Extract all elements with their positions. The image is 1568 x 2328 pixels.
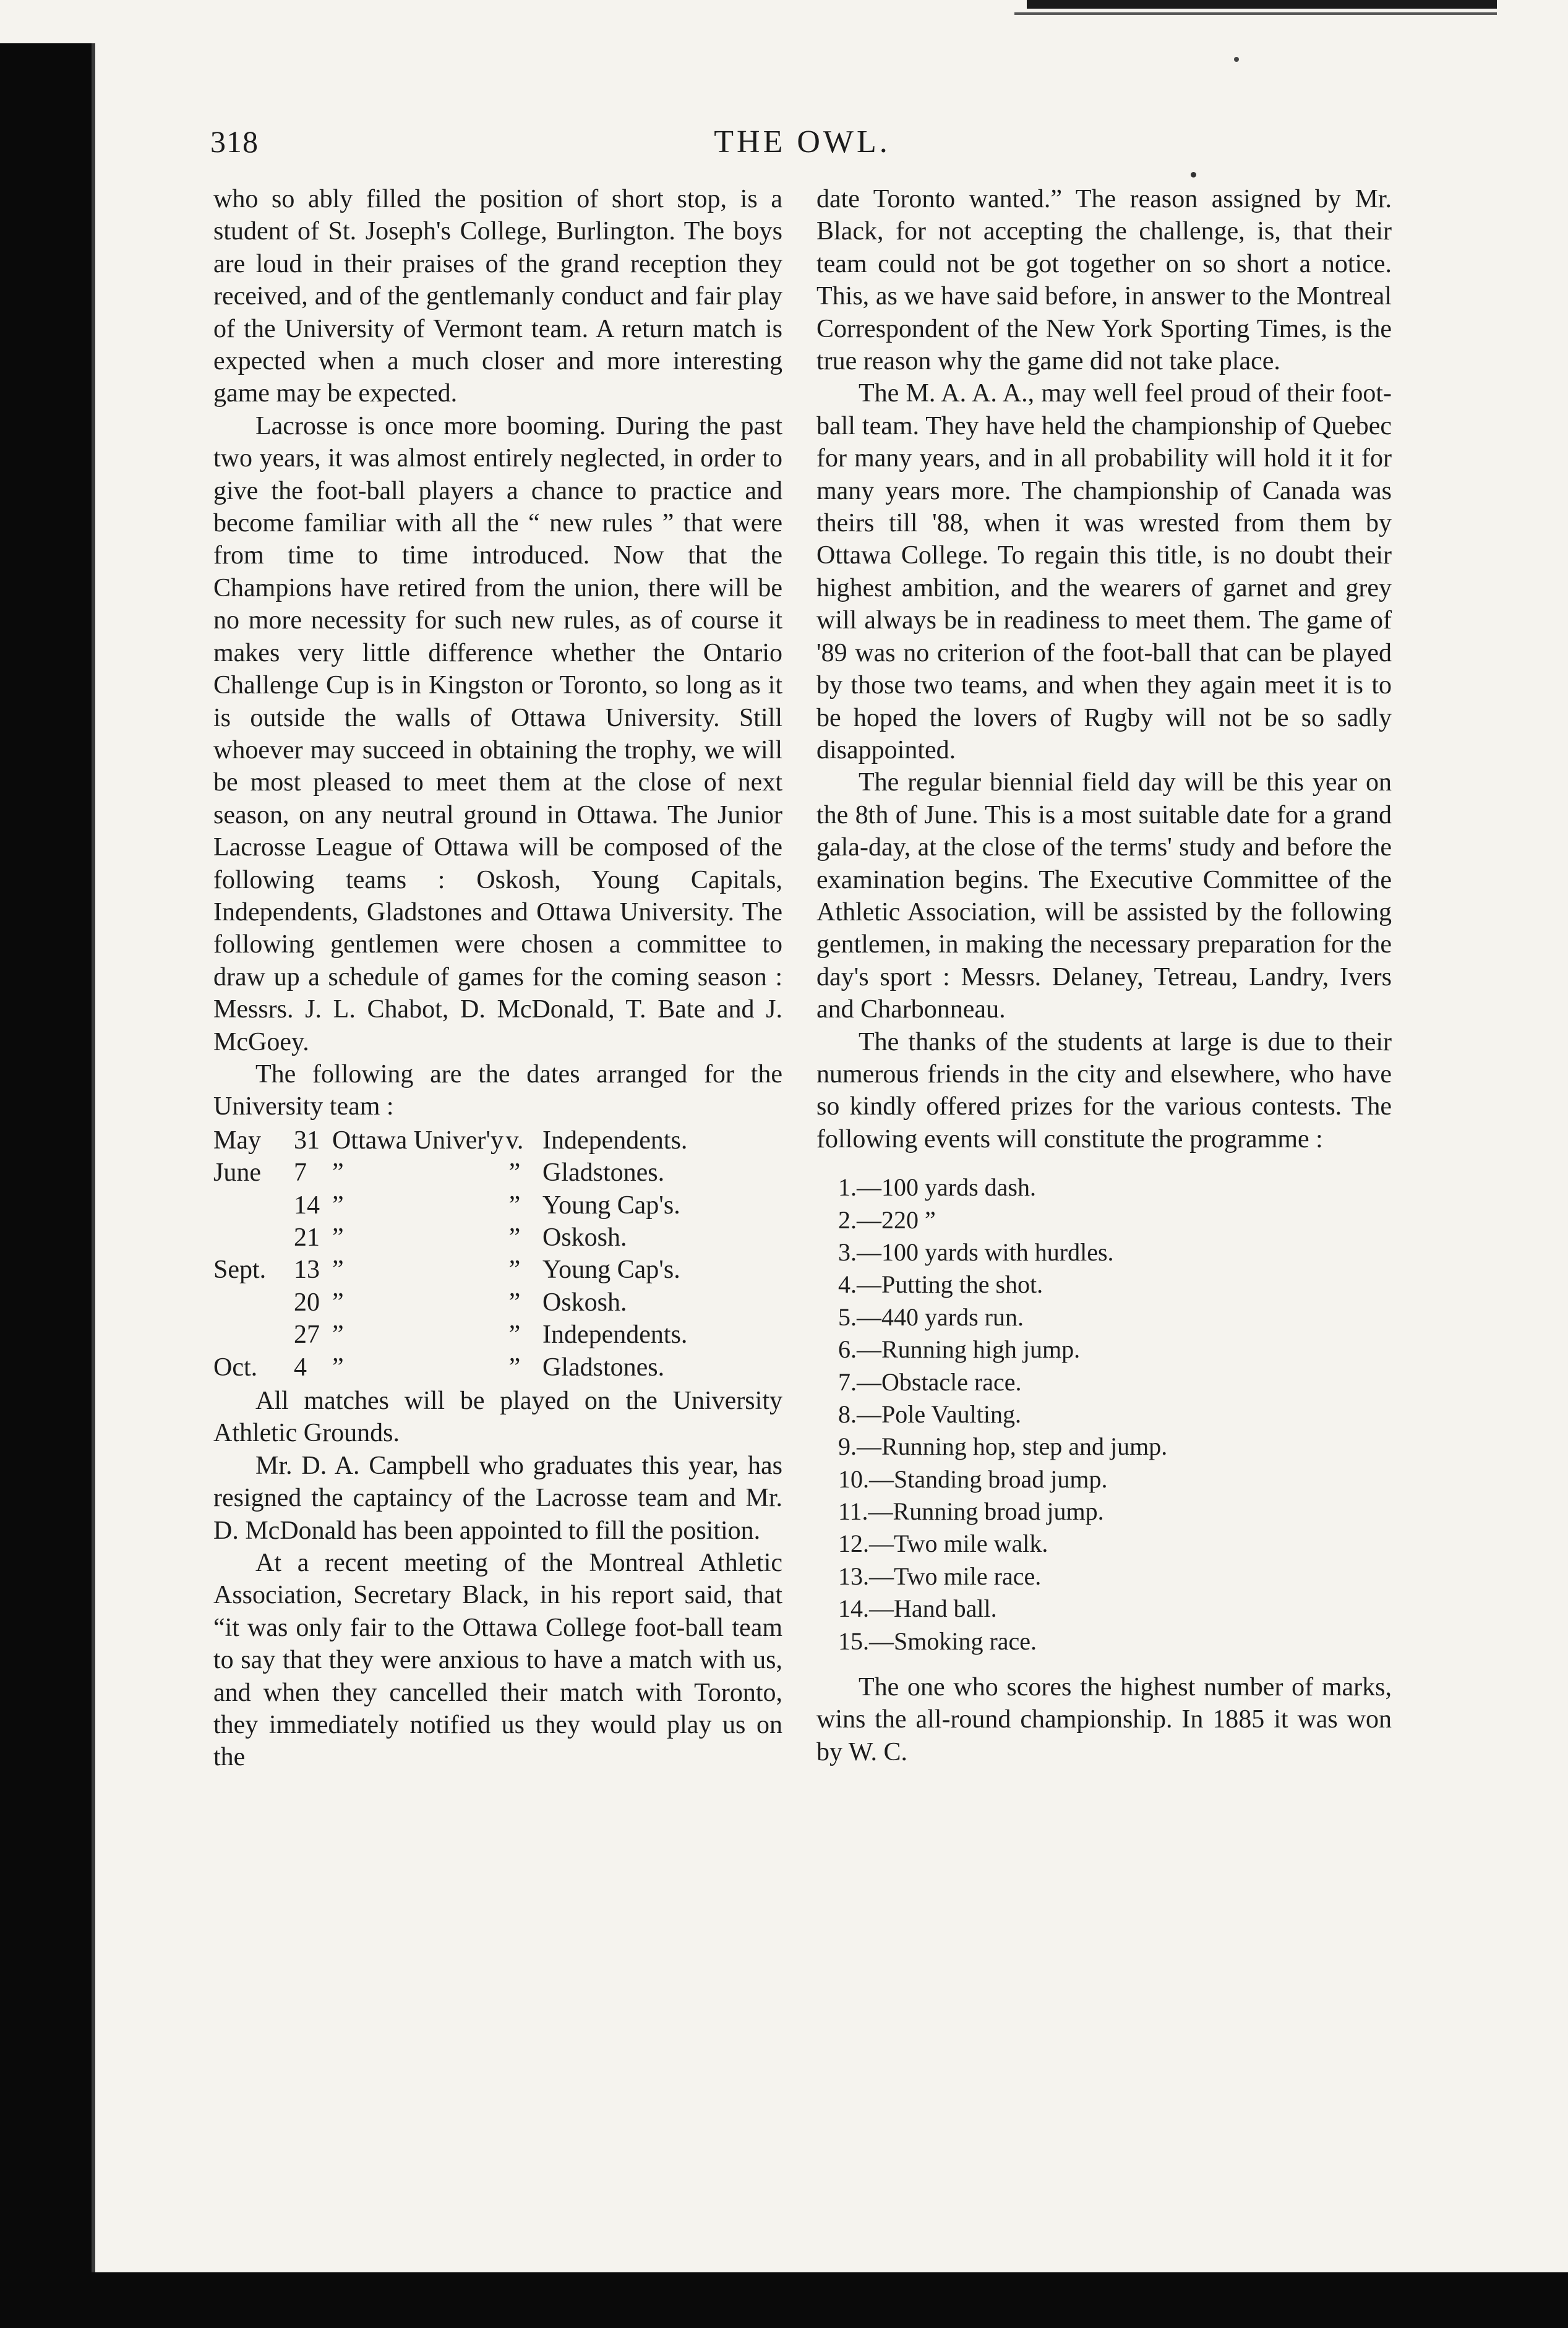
event-item: 4.—Putting the shot. xyxy=(838,1270,1043,1299)
schedule-versus: ” xyxy=(508,1320,521,1350)
schedule-row xyxy=(213,1124,782,1157)
journal-title: THE OWL. xyxy=(714,124,891,160)
schedule-month: June xyxy=(213,1158,261,1188)
event-item: 11.—Running broad jump. xyxy=(838,1497,1104,1526)
schedule-versus: v. xyxy=(505,1126,524,1155)
paragraph: The following are the dates arranged for the University team : xyxy=(213,1059,782,1121)
right-column xyxy=(816,183,1392,1768)
schedule-row xyxy=(213,1286,782,1319)
schedule-row xyxy=(213,1254,782,1286)
event-item: 1.—100 yards dash. xyxy=(838,1173,1036,1202)
field-day-events xyxy=(816,1171,1392,1658)
schedule-versus: ” xyxy=(508,1223,521,1252)
paragraph: The regular biennial field day will be this year on the 8th of June. This is a most suitable date for a grand gala-day, at the close of the terms' study and before the examination begins. The Executive Committee of the Athletic Association, will be assisted by the following gentlemen, in making the necessary preparation for the day's sport : Messrs. Delaney, Tetreau, Landry, Ivers and Charbonneau. xyxy=(816,768,1392,1024)
schedule-opponent: Oskosh. xyxy=(542,1223,627,1252)
event-item: 10.—Standing broad jump. xyxy=(838,1465,1108,1493)
schedule-day: 14 xyxy=(294,1191,320,1220)
ink-speck xyxy=(1234,57,1239,62)
schedule-team: ” xyxy=(332,1320,344,1350)
schedule-day: 7 xyxy=(294,1158,307,1188)
schedule-month xyxy=(213,1222,294,1254)
schedule-versus: ” xyxy=(508,1256,521,1285)
event-item: 3.—100 yards with hurdles. xyxy=(838,1238,1114,1266)
schedule-day: 13 xyxy=(294,1256,320,1285)
paragraph: The thanks of the students at large is due to their numerous friends in the city and elsewhere, who have so kindly offered prizes for the various contests. The following events will constitute the programme : xyxy=(816,1027,1392,1153)
schedule-team: ” xyxy=(332,1158,344,1188)
schedule-opponent: Oskosh. xyxy=(542,1288,627,1317)
schedule-opponent: Independents. xyxy=(542,1320,688,1350)
schedule-month xyxy=(213,1189,294,1222)
event-item: 5.—440 yards run. xyxy=(838,1303,1024,1331)
left-column xyxy=(213,183,782,1774)
paragraph: The one who scores the highest number of marks, wins the all-round championship. In 1885 it was won by W. C. xyxy=(816,1673,1392,1766)
schedule-day: 4 xyxy=(294,1353,307,1382)
schedule-row xyxy=(213,1319,782,1351)
schedule-month xyxy=(213,1319,294,1351)
schedule-opponent: Gladstones. xyxy=(542,1158,665,1188)
scan-bottom-border xyxy=(0,2272,1568,2328)
schedule-versus: ” xyxy=(508,1158,521,1188)
schedule-opponent: Young Cap's. xyxy=(542,1191,680,1220)
schedule-row xyxy=(213,1222,782,1254)
schedule-team: ” xyxy=(332,1191,344,1220)
event-item: 2.—220 ” xyxy=(838,1205,936,1234)
schedule-day: 27 xyxy=(294,1320,320,1350)
event-item: 14.—Hand ball. xyxy=(838,1594,997,1623)
schedule-versus: ” xyxy=(508,1288,521,1317)
paragraph: Lacrosse is once more booming. During the past two years, it was almost entirely neglected, in order to give the foot-ball players a chance to practice and become familiar with all the “ new rules ” that were from time to time introduced. Now that the Champions have retired from the union, there will be no more necessity for such new rules, as of course it makes very little difference whether the Ontario Challenge Cup is in Kingston or Toronto, so long as it is outside the walls of Ottawa University. Still whoever may succeed in obtaining the trophy, we will be most pleased to meet them at the close of next season, on any neutral ground in Ottawa. The Junior Lacrosse League of Ottawa will be composed of the following teams : Oskosh, Young Capitals, Independents, Gladstones and Ottawa University. The following gentlemen were chosen a committee to draw up a schedule of games for the coming season : Messrs. J. L. Chabot, D. McDonald, T. Bate and J. McGoey. xyxy=(213,411,782,1056)
schedule-row xyxy=(213,1157,782,1189)
schedule-row xyxy=(213,1351,782,1384)
schedule-day: 20 xyxy=(294,1288,320,1317)
schedule-row xyxy=(213,1189,782,1222)
scan-left-border xyxy=(0,43,92,2328)
schedule-month: May xyxy=(213,1126,261,1155)
schedule-opponent: Independents. xyxy=(542,1126,688,1155)
schedule-team: ” xyxy=(332,1353,344,1382)
lacrosse-schedule xyxy=(213,1124,782,1384)
event-item: 13.—Two mile race. xyxy=(838,1562,1042,1590)
top-edge-shadow xyxy=(1027,0,1497,9)
paragraph: The M. A. A. A., may well feel proud of their foot-ball team. They have held the championship of Quebec for many years, and in all probability will hold it it for many years more. The championship of Canada was theirs till '88, when it was wrested from them by Ottawa College. To regain this title, is no doubt their highest ambition, and the wearers of garnet and grey will always be in readiness to meet them. The game of '89 was no criterion of the foot-ball that can be played by those two teams, and when they again meet it is to be hoped the lovers of Rugby will not be so sadly disappointed. xyxy=(816,379,1392,764)
paragraph: who so ably filled the position of short stop, is a student of St. Joseph's College, Burlington. The boys are loud in their praises of the grand reception they received, and of the gentlemanly conduct and fair play of the University of Vermont team. A return match is expected when a much closer and more interesting game may be expected. xyxy=(213,185,782,408)
top-edge-line xyxy=(1014,12,1497,15)
schedule-team: ” xyxy=(332,1288,344,1317)
paragraph: date Toronto wanted.” The reason assigned by Mr. Black, for not accepting the challenge, is, that their team could not be got together on so short a notice. This, as we have said before, in answer to the Montreal Correspondent of the New York Sporting Times, is the true reason why the game did not take place. xyxy=(816,185,1392,376)
event-item: 6.—Running high jump. xyxy=(838,1335,1081,1364)
paragraph: Mr. D. A. Campbell who graduates this year, has resigned the captaincy of the Lacrosse team and Mr. D. McDonald has been appointed to fill the position. xyxy=(213,1451,782,1545)
schedule-opponent: Gladstones. xyxy=(542,1353,665,1382)
page-number: 318 xyxy=(210,124,259,159)
page-header xyxy=(205,124,1399,173)
schedule-month: Sept. xyxy=(213,1256,267,1285)
paragraph: All matches will be played on the University Athletic Grounds. xyxy=(213,1386,782,1448)
event-item: 15.—Smoking race. xyxy=(838,1627,1037,1655)
schedule-opponent: Young Cap's. xyxy=(542,1256,680,1285)
schedule-month: Oct. xyxy=(213,1353,258,1382)
paragraph: At a recent meeting of the Montreal Athletic Association, Secretary Black, in his report said, that “it was only fair to the Ottawa College foot-ball team to say that they were anxious to have a match with us, and when they cancelled their match with Toronto, they immediately notified us they would play us on the xyxy=(213,1548,782,1772)
schedule-day: 31 xyxy=(294,1126,320,1155)
event-item: 8.—Pole Vaulting. xyxy=(838,1400,1021,1428)
schedule-month xyxy=(213,1286,294,1319)
event-item: 12.—Two mile walk. xyxy=(838,1530,1048,1558)
schedule-team: Ottawa Univer'y xyxy=(332,1126,503,1155)
schedule-versus: ” xyxy=(508,1353,521,1382)
schedule-day: 21 xyxy=(294,1223,320,1252)
schedule-versus: ” xyxy=(508,1191,521,1220)
schedule-team: ” xyxy=(332,1223,344,1252)
schedule-team: ” xyxy=(332,1256,344,1285)
event-item: 9.—Running hop, step and jump. xyxy=(838,1432,1168,1461)
event-item: 7.—Obstacle race. xyxy=(838,1367,1022,1396)
